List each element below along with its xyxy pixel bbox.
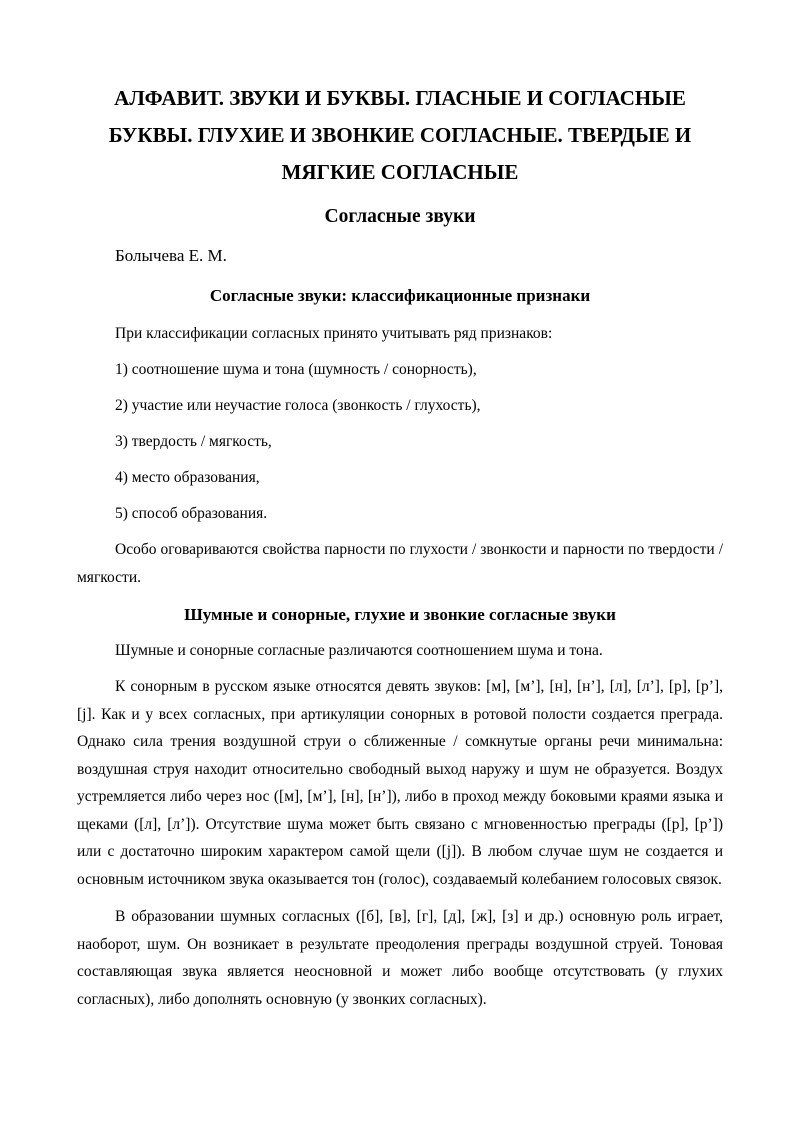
noisy-sonorant-paragraph-2: К сонорным в русском языке относятся девять звуков: [м], [м’], [н], [н’], [л], [л’], [р], [р’], [j]. Как и у всех согласных, при артикуляции сонорных в ротовой полости создается преграда. Однако сила трения воздушной струи о сближенные / сомкнутые органы речи минимальна: воздушная струя находит относительно свободный выход наружу и шум не образуется. Воздух устремляется либо через нос ([м], [м’], [н], [н’]), либо в проход между боковыми краями языка и щеками ([л], [л’]). Отсутствие шума может быть связано с мгновенностью преграды ([р], [р’]) или с достаточно широким характером самой щели ([j]). В любом случае шум не создается и основным источником звука оказывается тон (голос), создаваемый колебанием голосовых связок. — [77, 678, 723, 888]
section-heading-classification: Согласные звуки: классификационные признаки — [209, 286, 591, 305]
noisy-sonorant-paragraph-1: Шумные и сонорные согласные различаются соотношением шума и тона. — [115, 642, 603, 659]
title-line-1: АЛФАВИТ. ЗВУКИ И БУКВЫ. ГЛАСНЫЕ И СОГЛАСНЫЕ — [114, 86, 686, 110]
document-title — [77, 80, 723, 191]
classification-item-4: 4) место образования, — [115, 469, 260, 486]
classification-note: Особо оговариваются свойства парности по глухости / звонкости и парности по твердости / мягкости. — [77, 541, 723, 586]
classification-item-5: 5) способ образования. — [115, 505, 268, 522]
classification-item-2: 2) участие или неучастие голоса (звонкость / глухость), — [115, 397, 481, 414]
section-heading-noisy-sonorant: Шумные и сонорные, глухие и звонкие согласные звуки — [184, 605, 616, 624]
classification-item-3: 3) твердость / мягкость, — [115, 433, 272, 450]
classification-intro: При классификации согласных принято учитывать ряд признаков: — [115, 325, 553, 342]
classification-item-1: 1) соотношение шума и тона (шумность / сонорность), — [115, 361, 477, 378]
author-name: Болычева Е. М. — [115, 246, 227, 265]
title-line-2: БУКВЫ. ГЛУХИЕ И ЗВОНКИЕ СОГЛАСНЫЕ. ТВЕРДЫЕ И — [108, 123, 692, 147]
title-line-3: МЯГКИЕ СОГЛАСНЫЕ — [281, 160, 519, 184]
noisy-sonorant-paragraph-3: В образовании шумных согласных ([б], [в], [г], [д], [ж], [з] и др.) основную роль играет, наоборот, шум. Он возникает в результате преодоления преграды воздушной струей. Тоновая составляющая звука является неосновной и может либо вообще отсутствовать (у глухих согласных), либо дополнять основную (у звонких согласных). — [77, 908, 723, 1008]
document-subtitle: Согласные звуки — [324, 206, 476, 227]
